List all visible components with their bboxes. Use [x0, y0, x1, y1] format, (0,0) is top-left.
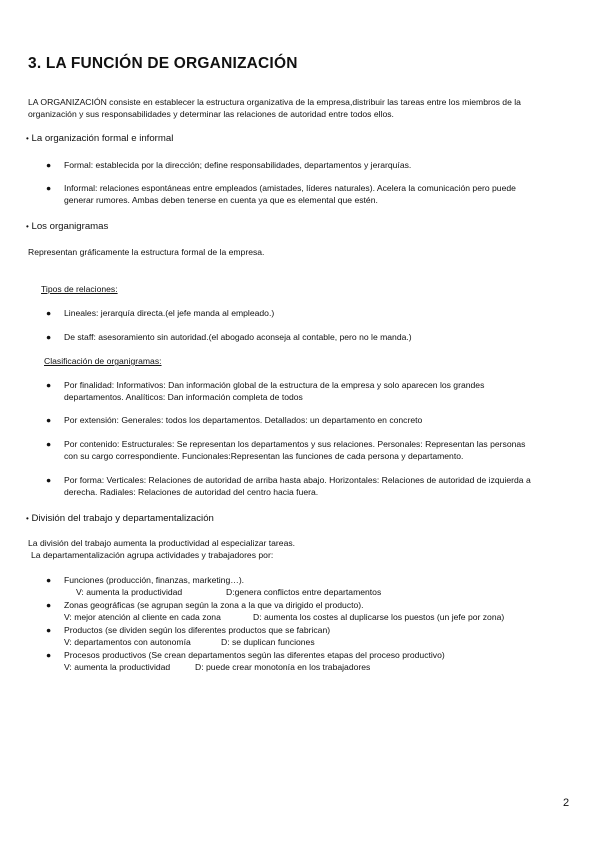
- section-division-label: División del trabajo y departamentalización: [31, 513, 214, 524]
- clasif-bullet-icon: ●: [46, 415, 52, 425]
- section-organigramas-label: Los organigramas: [31, 221, 109, 232]
- tipos-item-lineales: Lineales: jerarquía directa.(el jefe manda al empleado.): [64, 308, 275, 318]
- tipos-bullet-icon: ●: [46, 332, 52, 342]
- clasif-contenido-line-1: Por contenido: Estructurales: Se representan los departamentos y sus relaciones. Personales: Representan las personas: [64, 439, 526, 449]
- division-text-line-1: La división del trabajo aumenta la productividad al especializar tareas.: [28, 538, 296, 548]
- depart-bullet-icon: ●: [46, 575, 52, 585]
- depart-productos-ventaja: V: departamentos con autonomía: [64, 637, 191, 647]
- section-division: [26, 513, 214, 524]
- tipos-relaciones-heading: Tipos de relaciones:: [41, 284, 118, 294]
- intro-line-1-text: consiste en establecer la estructura organizativa de la empresa,distribuir las tareas entre los miembros de la: [106, 97, 521, 107]
- tipos-bullet-icon: ●: [46, 308, 52, 318]
- depart-funciones-ventaja: V: aumenta la productividad: [76, 587, 183, 597]
- informal-item-bullet-icon: ●: [46, 183, 52, 193]
- depart-productos-desventaja: D: se duplican funciones: [221, 637, 315, 647]
- clasif-extension: Por extensión: Generales: todos los departamentos. Detallados: un departamento en concreto: [64, 415, 423, 425]
- organigramas-description: Representan gráficamente la estructura formal de la empresa.: [28, 247, 265, 257]
- formal-item-bullet-icon: ●: [46, 160, 52, 170]
- depart-funciones: Funciones (producción, finanzas, marketing…).: [64, 575, 245, 585]
- formal-item-1: Formal: establecida por la dirección; define responsabilidades, departamentos y jerarquías.: [64, 160, 412, 170]
- depart-funciones-desventaja: D:genera conflictos entre departamentos: [226, 587, 382, 597]
- clasif-forma-line-2: derecha. Radiales: Relaciones de autoridad del centro hacia fuera.: [64, 487, 319, 497]
- section-org-formal-label: La organización formal e informal: [31, 133, 174, 144]
- intro-highlight: LA ORGANIZACIÓN: [28, 97, 107, 107]
- depart-procesos: Procesos productivos (Se crean departamentos según las diferentes etapas del proceso productivo): [64, 650, 445, 660]
- informal-item-line-2: generar rumores. Ambas deben tenerse en cuenta ya que es elemental que estén.: [64, 195, 378, 205]
- intro-line-2: organización y sus responsabilidades y determinar las relaciones de autoridad entre todos ellos.: [28, 109, 394, 119]
- clasif-bullet-icon: ●: [46, 475, 52, 485]
- depart-bullet-icon: ●: [46, 600, 52, 610]
- clasificacion-heading: Clasificación de organigramas:: [44, 356, 162, 366]
- depart-bullet-icon: ●: [46, 625, 52, 635]
- clasif-finalidad-line-2: departamentos. Analíticos: Dan información completa de todos: [64, 392, 303, 402]
- depart-zonas: Zonas geográficas (se agrupan según la zona a la que va dirigido el producto).: [64, 600, 364, 610]
- division-text-line-2: La departamentalización agrupa actividades y trabajadores por:: [31, 550, 274, 560]
- clasif-bullet-icon: ●: [46, 439, 52, 449]
- depart-zonas-desventaja: D: aumenta los costes al duplicarse los puestos (un jefe por zona): [253, 612, 505, 622]
- section-organigramas: [26, 221, 108, 232]
- clasif-contenido-line-2: con su cargo correspondiente. Funcionales:Representan las funciones de cada persona y departamento.: [64, 451, 464, 461]
- section-bullet-icon: •: [26, 514, 29, 523]
- page-title: 3. LA FUNCIÓN DE ORGANIZACIÓN: [28, 55, 298, 72]
- section-bullet-icon: •: [26, 222, 29, 231]
- section-org-formal: [26, 133, 173, 144]
- depart-bullet-icon: ●: [46, 650, 52, 660]
- depart-zonas-ventaja: V: mejor atención al cliente en cada zona: [64, 612, 221, 622]
- intro-line-1: [28, 96, 521, 109]
- informal-item-line-1: Informal: relaciones espontáneas entre empleados (amistades, líderes naturales). Acelera la comunicación pero puede: [64, 183, 516, 193]
- depart-procesos-ventaja: V: aumenta la productividad: [64, 662, 171, 672]
- clasif-forma-line-1: Por forma: Verticales: Relaciones de autoridad de arriba hasta abajo. Horizontales: Relaciones de autoridad de izquierda a: [64, 475, 531, 485]
- clasif-bullet-icon: ●: [46, 380, 52, 390]
- tipos-item-staff: De staff: asesoramiento sin autoridad.(el abogado aconseja al contable, pero no le manda.): [64, 332, 412, 342]
- clasif-finalidad-line-1: Por finalidad: Informativos: Dan información global de la estructura de la empresa y solo aparecen los grandes: [64, 380, 485, 390]
- page-number: 2: [563, 797, 570, 809]
- depart-procesos-desventaja: D: puede crear monotonía en los trabajadores: [195, 662, 371, 672]
- section-bullet-icon: •: [26, 134, 29, 143]
- depart-productos: Productos (se dividen según los diferentes productos que se fabrican): [64, 625, 331, 635]
